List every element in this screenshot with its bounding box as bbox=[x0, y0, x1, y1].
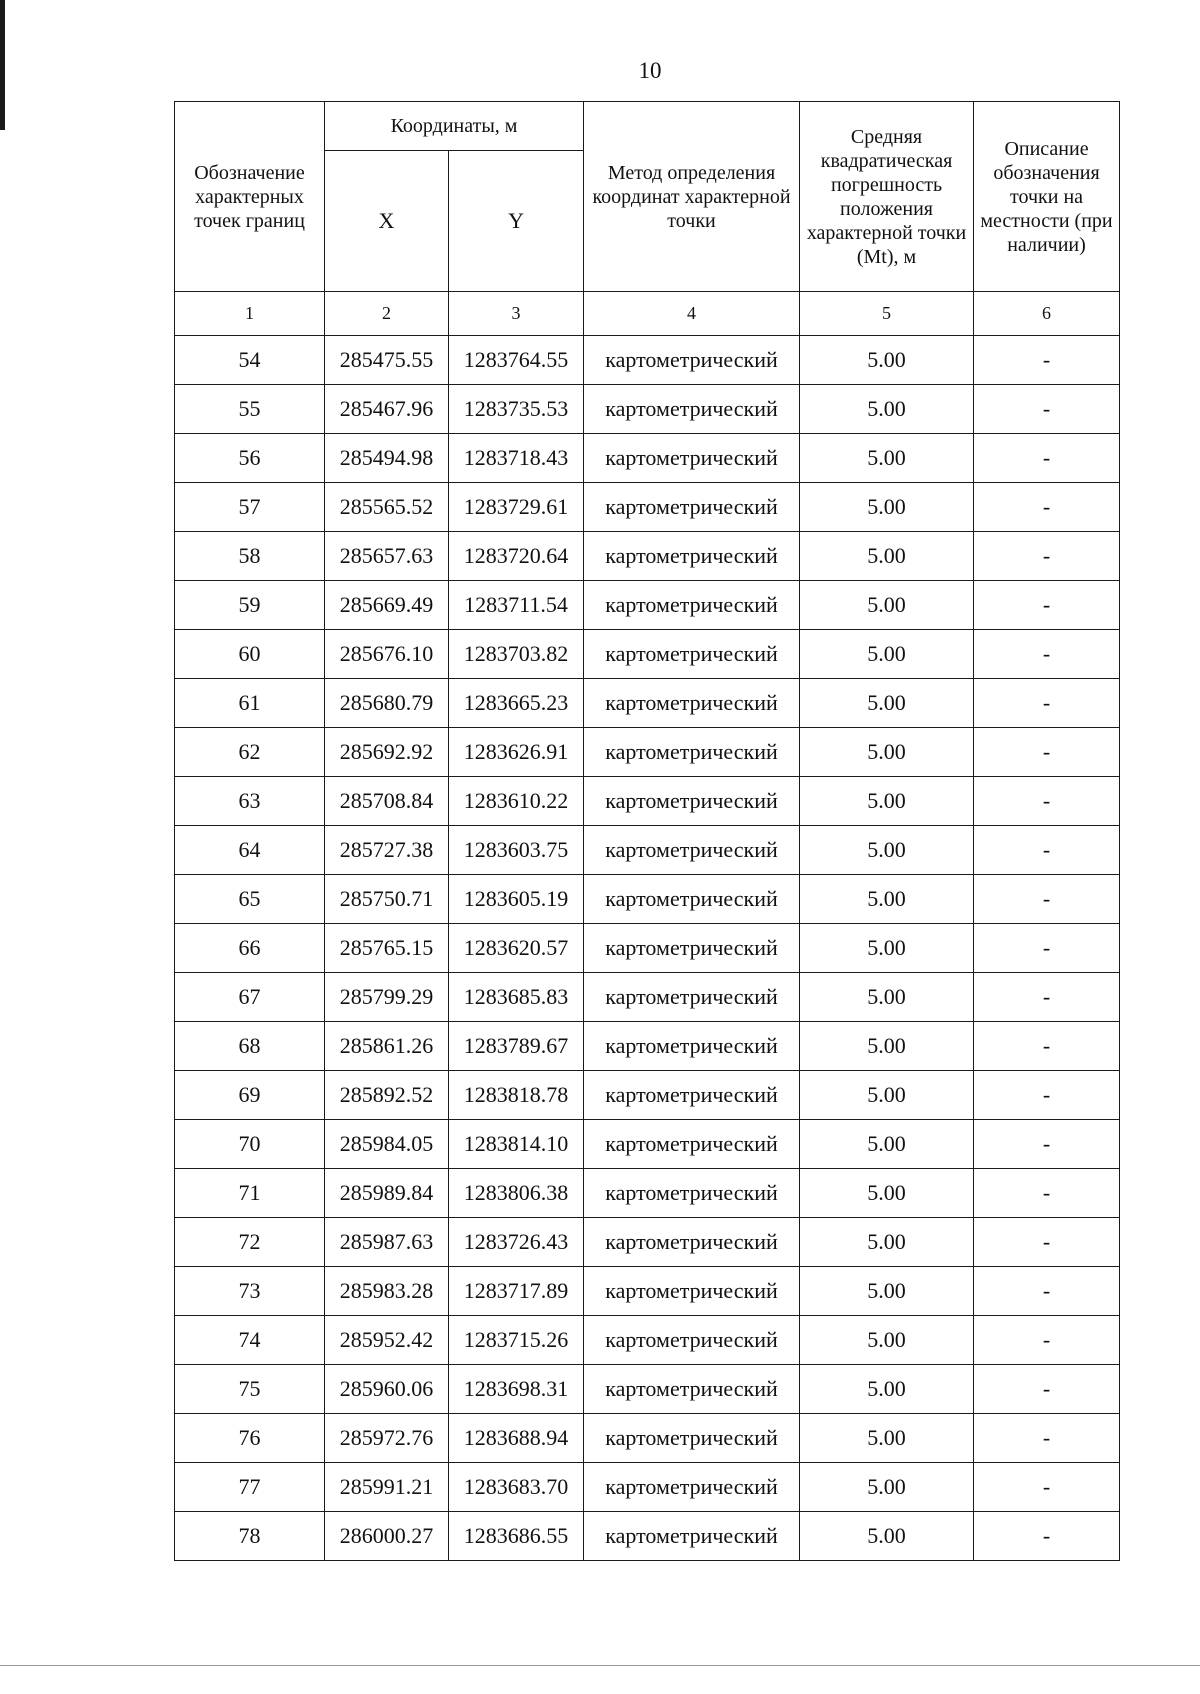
cell-error: 5.00 bbox=[800, 826, 974, 875]
cell-point: 59 bbox=[175, 581, 325, 630]
cell-description: - bbox=[974, 973, 1120, 1022]
cell-method: картометрический bbox=[584, 875, 800, 924]
column-number: 5 bbox=[800, 292, 974, 336]
cell-y: 1283806.38 bbox=[449, 1169, 584, 1218]
cell-y: 1283718.43 bbox=[449, 434, 584, 483]
cell-error: 5.00 bbox=[800, 434, 974, 483]
cell-y: 1283688.94 bbox=[449, 1414, 584, 1463]
table-row bbox=[175, 1414, 1120, 1463]
cell-error: 5.00 bbox=[800, 1218, 974, 1267]
cell-y: 1283620.57 bbox=[449, 924, 584, 973]
cell-y: 1283626.91 bbox=[449, 728, 584, 777]
cell-method: картометрический bbox=[584, 777, 800, 826]
cell-method: картометрический bbox=[584, 581, 800, 630]
cell-description: - bbox=[974, 826, 1120, 875]
cell-x: 285987.63 bbox=[325, 1218, 449, 1267]
cell-description: - bbox=[974, 1071, 1120, 1120]
cell-method: картометрический bbox=[584, 924, 800, 973]
cell-x: 285861.26 bbox=[325, 1022, 449, 1071]
cell-point: 55 bbox=[175, 385, 325, 434]
cell-x: 285565.52 bbox=[325, 483, 449, 532]
cell-point: 78 bbox=[175, 1512, 325, 1561]
header-coordinates: Координаты, м bbox=[325, 102, 584, 151]
cell-description: - bbox=[974, 581, 1120, 630]
cell-x: 285494.98 bbox=[325, 434, 449, 483]
header-description: Описание обозначения точки на местности (при наличии) bbox=[974, 102, 1120, 292]
cell-error: 5.00 bbox=[800, 1512, 974, 1561]
cell-method: картометрический bbox=[584, 1218, 800, 1267]
table-row bbox=[175, 1463, 1120, 1512]
column-number: 2 bbox=[325, 292, 449, 336]
cell-description: - bbox=[974, 1267, 1120, 1316]
cell-point: 54 bbox=[175, 336, 325, 385]
column-number-row bbox=[175, 292, 1120, 336]
table-row bbox=[175, 777, 1120, 826]
cell-description: - bbox=[974, 875, 1120, 924]
cell-y: 1283683.70 bbox=[449, 1463, 584, 1512]
cell-point: 66 bbox=[175, 924, 325, 973]
cell-method: картометрический bbox=[584, 630, 800, 679]
cell-point: 76 bbox=[175, 1414, 325, 1463]
cell-point: 68 bbox=[175, 1022, 325, 1071]
table-row bbox=[175, 973, 1120, 1022]
cell-x: 285952.42 bbox=[325, 1316, 449, 1365]
cell-error: 5.00 bbox=[800, 385, 974, 434]
cell-y: 1283789.67 bbox=[449, 1022, 584, 1071]
cell-description: - bbox=[974, 777, 1120, 826]
cell-error: 5.00 bbox=[800, 1022, 974, 1071]
cell-x: 285989.84 bbox=[325, 1169, 449, 1218]
table-header bbox=[175, 102, 1120, 336]
cell-point: 72 bbox=[175, 1218, 325, 1267]
cell-error: 5.00 bbox=[800, 1071, 974, 1120]
cell-point: 75 bbox=[175, 1365, 325, 1414]
cell-x: 285467.96 bbox=[325, 385, 449, 434]
cell-x: 285680.79 bbox=[325, 679, 449, 728]
cell-description: - bbox=[974, 1120, 1120, 1169]
cell-y: 1283686.55 bbox=[449, 1512, 584, 1561]
cell-description: - bbox=[974, 679, 1120, 728]
cell-error: 5.00 bbox=[800, 1120, 974, 1169]
cell-y: 1283610.22 bbox=[449, 777, 584, 826]
cell-x: 285475.55 bbox=[325, 336, 449, 385]
table-row bbox=[175, 434, 1120, 483]
cell-y: 1283818.78 bbox=[449, 1071, 584, 1120]
cell-point: 70 bbox=[175, 1120, 325, 1169]
cell-description: - bbox=[974, 1512, 1120, 1561]
cell-x: 285960.06 bbox=[325, 1365, 449, 1414]
table-row bbox=[175, 826, 1120, 875]
cell-x: 285984.05 bbox=[325, 1120, 449, 1169]
cell-point: 74 bbox=[175, 1316, 325, 1365]
cell-point: 73 bbox=[175, 1267, 325, 1316]
cell-point: 77 bbox=[175, 1463, 325, 1512]
table-row bbox=[175, 630, 1120, 679]
cell-error: 5.00 bbox=[800, 1414, 974, 1463]
table-row bbox=[175, 483, 1120, 532]
cell-method: картометрический bbox=[584, 1316, 800, 1365]
cell-x: 286000.27 bbox=[325, 1512, 449, 1561]
table-row bbox=[175, 1071, 1120, 1120]
header-point: Обозначение характерных точек границ bbox=[175, 102, 325, 292]
cell-x: 285676.10 bbox=[325, 630, 449, 679]
cell-point: 71 bbox=[175, 1169, 325, 1218]
table-row bbox=[175, 1218, 1120, 1267]
cell-x: 285799.29 bbox=[325, 973, 449, 1022]
cell-x: 285765.15 bbox=[325, 924, 449, 973]
cell-method: картометрический bbox=[584, 1365, 800, 1414]
cell-description: - bbox=[974, 1022, 1120, 1071]
cell-description: - bbox=[974, 728, 1120, 777]
cell-method: картометрический bbox=[584, 483, 800, 532]
cell-point: 63 bbox=[175, 777, 325, 826]
cell-description: - bbox=[974, 1169, 1120, 1218]
cell-point: 60 bbox=[175, 630, 325, 679]
cell-y: 1283764.55 bbox=[449, 336, 584, 385]
cell-error: 5.00 bbox=[800, 924, 974, 973]
cell-description: - bbox=[974, 1316, 1120, 1365]
table-row bbox=[175, 924, 1120, 973]
cell-point: 67 bbox=[175, 973, 325, 1022]
table-row bbox=[175, 581, 1120, 630]
cell-error: 5.00 bbox=[800, 336, 974, 385]
table-body bbox=[175, 336, 1120, 1561]
cell-method: картометрический bbox=[584, 826, 800, 875]
table-row bbox=[175, 1365, 1120, 1414]
coordinates-table bbox=[174, 101, 1120, 1561]
cell-error: 5.00 bbox=[800, 1316, 974, 1365]
header-x: X bbox=[325, 151, 449, 292]
cell-description: - bbox=[974, 1218, 1120, 1267]
cell-error: 5.00 bbox=[800, 679, 974, 728]
cell-point: 56 bbox=[175, 434, 325, 483]
table-row bbox=[175, 1120, 1120, 1169]
cell-description: - bbox=[974, 1414, 1120, 1463]
cell-point: 58 bbox=[175, 532, 325, 581]
table-row bbox=[175, 875, 1120, 924]
column-number: 1 bbox=[175, 292, 325, 336]
cell-point: 62 bbox=[175, 728, 325, 777]
header-y: Y bbox=[449, 151, 584, 292]
cell-error: 5.00 bbox=[800, 728, 974, 777]
cell-method: картометрический bbox=[584, 1169, 800, 1218]
cell-method: картометрический bbox=[584, 1463, 800, 1512]
cell-method: картометрический bbox=[584, 532, 800, 581]
cell-error: 5.00 bbox=[800, 777, 974, 826]
cell-description: - bbox=[974, 336, 1120, 385]
table-row bbox=[175, 1316, 1120, 1365]
cell-error: 5.00 bbox=[800, 1267, 974, 1316]
cell-description: - bbox=[974, 483, 1120, 532]
table-row bbox=[175, 679, 1120, 728]
cell-error: 5.00 bbox=[800, 875, 974, 924]
cell-x: 285750.71 bbox=[325, 875, 449, 924]
page-number: 10 bbox=[638, 58, 662, 83]
cell-description: - bbox=[974, 532, 1120, 581]
cell-x: 285692.92 bbox=[325, 728, 449, 777]
cell-description: - bbox=[974, 434, 1120, 483]
cell-y: 1283711.54 bbox=[449, 581, 584, 630]
cell-x: 285657.63 bbox=[325, 532, 449, 581]
cell-method: картометрический bbox=[584, 336, 800, 385]
column-number: 6 bbox=[974, 292, 1120, 336]
cell-point: 65 bbox=[175, 875, 325, 924]
cell-method: картометрический bbox=[584, 973, 800, 1022]
table-row bbox=[175, 1169, 1120, 1218]
cell-x: 285991.21 bbox=[325, 1463, 449, 1512]
table-row bbox=[175, 1267, 1120, 1316]
table-row bbox=[175, 336, 1120, 385]
cell-description: - bbox=[974, 1365, 1120, 1414]
cell-y: 1283726.43 bbox=[449, 1218, 584, 1267]
cell-error: 5.00 bbox=[800, 1169, 974, 1218]
cell-error: 5.00 bbox=[800, 1365, 974, 1414]
header-method: Метод определения координат характерной точки bbox=[584, 102, 800, 292]
cell-description: - bbox=[974, 1463, 1120, 1512]
cell-x: 285892.52 bbox=[325, 1071, 449, 1120]
cell-method: картометрический bbox=[584, 1512, 800, 1561]
cell-y: 1283605.19 bbox=[449, 875, 584, 924]
cell-error: 5.00 bbox=[800, 532, 974, 581]
cell-y: 1283685.83 bbox=[449, 973, 584, 1022]
cell-y: 1283735.53 bbox=[449, 385, 584, 434]
column-number: 3 bbox=[449, 292, 584, 336]
cell-x: 285727.38 bbox=[325, 826, 449, 875]
cell-y: 1283720.64 bbox=[449, 532, 584, 581]
cell-x: 285708.84 bbox=[325, 777, 449, 826]
cell-description: - bbox=[974, 924, 1120, 973]
cell-method: картометрический bbox=[584, 728, 800, 777]
cell-y: 1283729.61 bbox=[449, 483, 584, 532]
table-row bbox=[175, 532, 1120, 581]
cell-description: - bbox=[974, 385, 1120, 434]
cell-x: 285972.76 bbox=[325, 1414, 449, 1463]
cell-y: 1283698.31 bbox=[449, 1365, 584, 1414]
cell-x: 285983.28 bbox=[325, 1267, 449, 1316]
cell-error: 5.00 bbox=[800, 581, 974, 630]
cell-method: картометрический bbox=[584, 1414, 800, 1463]
column-number: 4 bbox=[584, 292, 800, 336]
cell-method: картометрический bbox=[584, 385, 800, 434]
cell-error: 5.00 bbox=[800, 483, 974, 532]
header-error: Средняя квадратическая погрешность положения характерной точки (Mt), м bbox=[800, 102, 974, 292]
table-row bbox=[175, 1512, 1120, 1561]
cell-point: 64 bbox=[175, 826, 325, 875]
cell-method: картометрический bbox=[584, 1120, 800, 1169]
cell-y: 1283665.23 bbox=[449, 679, 584, 728]
cell-error: 5.00 bbox=[800, 973, 974, 1022]
cell-x: 285669.49 bbox=[325, 581, 449, 630]
table-row bbox=[175, 728, 1120, 777]
cell-error: 5.00 bbox=[800, 1463, 974, 1512]
cell-description: - bbox=[974, 630, 1120, 679]
cell-y: 1283603.75 bbox=[449, 826, 584, 875]
scan-bottom-line bbox=[0, 1665, 1200, 1666]
cell-error: 5.00 bbox=[800, 630, 974, 679]
cell-method: картометрический bbox=[584, 1267, 800, 1316]
cell-y: 1283703.82 bbox=[449, 630, 584, 679]
cell-y: 1283715.26 bbox=[449, 1316, 584, 1365]
cell-point: 69 bbox=[175, 1071, 325, 1120]
cell-y: 1283814.10 bbox=[449, 1120, 584, 1169]
cell-method: картометрический bbox=[584, 679, 800, 728]
cell-point: 57 bbox=[175, 483, 325, 532]
cell-point: 61 bbox=[175, 679, 325, 728]
cell-y: 1283717.89 bbox=[449, 1267, 584, 1316]
table-row bbox=[175, 1022, 1120, 1071]
cell-method: картометрический bbox=[584, 1071, 800, 1120]
table-row bbox=[175, 385, 1120, 434]
cell-method: картометрический bbox=[584, 1022, 800, 1071]
cell-method: картометрический bbox=[584, 434, 800, 483]
